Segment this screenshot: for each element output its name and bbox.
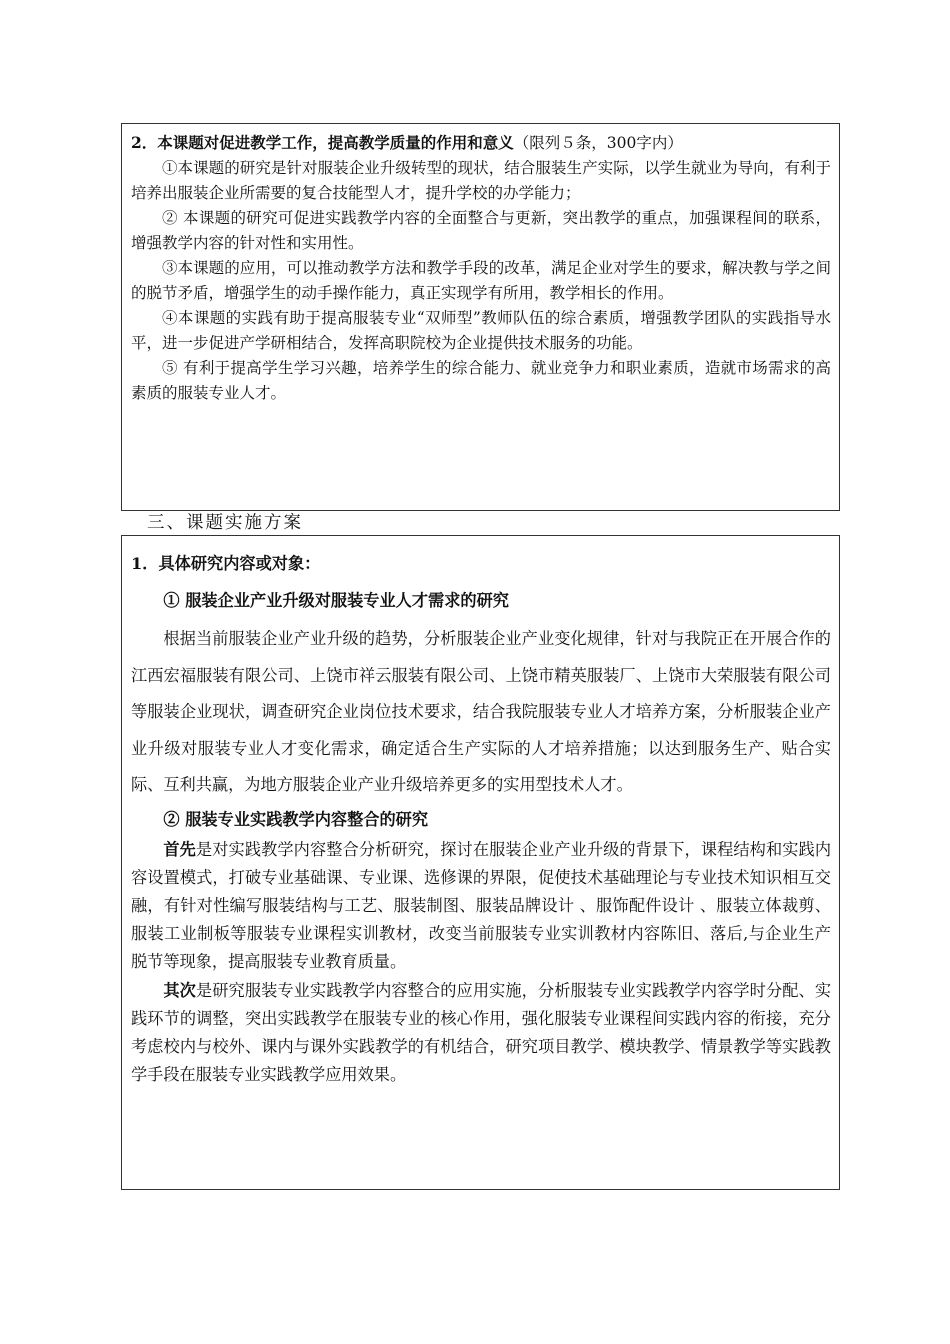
item1-text: 根据当前服装企业产业升级的趋势，分析服装企业产业变化规律，针对与我院正在开展合作的江西宏福服装有限公司、上饶市祥云服装有限公司、上饶市精英服装厂、上饶市大荣服装有限公司等服装企业现状，调查研究企业岗位技术要求，结合我院服装专业人才培养方案，分析服装企业产业升级对服装专业人才变化需求，确定适合生产实际的人才培养措施；以达到服务生产、贴合实际、互利共赢，为地方服装企业产业升级培养更多的实用型技术人才。: [131, 629, 831, 794]
section2-item-3: ③本课题的应用，可以推动教学方法和教学手段的改革，满足企业对学生的要求，解决教与学之间的脱节矛盾，增强学生的动手操作能力，真正实现学有所用，教学相长的作用。: [131, 259, 831, 302]
section3-heading: 三、课题实施方案: [147, 513, 303, 533]
item1-title: ① 服装企业产业升级对服装专业人才需求的研究: [163, 590, 509, 610]
item2-first-paragraph: [131, 836, 831, 977]
section2-title-bold: 2．本课题对促进教学工作，提高教学质量的作用和意义: [131, 133, 514, 152]
section2-title: [131, 130, 831, 156]
item2-second-text: 是研究服装专业实践教学内容整合的应用实施，分析服装专业实践教学内容学时分配、实践环节的调整，突出实践教学在服装专业的核心作用，强化服装专业课程间实践内容的衔接，充分考虑校内与校外、课内与课外实践教学的有机结合，研究项目教学、模块教学、情景教学等实践教学手段在服装专业实践教学应用效果。: [131, 980, 832, 1085]
item2-second-label: 其次: [163, 980, 196, 1000]
section2-title-note: （限列５条，300字内）: [513, 134, 683, 152]
section2-item-1: ①本课题的研究是针对服装企业升级转型的现状，结合服装生产实际，以学生就业为导向，有利于培养出服装企业所需要的复合技能型人才，提升学校的办学能力；: [131, 159, 831, 202]
item2-first-text: 是对实践教学内容整合分析研究，探讨在服装企业产业升级的背景下，课程结构和实践内容设置模式，打破专业基础课、专业课、选修课的界限，促使技术基础理论与专业技术知识相互交融，有针对性编写服装结构与工艺、服装制图、服装品牌设计 、服饰配件设计 、服装立体裁剪、服装工业制板等服装专业课程实训教材，改变当前服装专业实训教材内容陈旧、落后,与企业生产脱节等现象，提高服装专业教育质量。: [131, 839, 832, 972]
item2-first-label: 首先: [163, 839, 196, 859]
section3-subtitle: 1．具体研究内容或对象：: [131, 554, 321, 573]
section2-item-5: ⑤ 有利于提高学生学习兴趣，培养学生的综合能力、就业竞争力和职业素质，造就市场需求的高素质的服装专业人才。: [131, 359, 831, 402]
section2-box: [121, 123, 840, 511]
section3-box: [121, 535, 840, 1190]
item2-title: ② 服装专业实践教学内容整合的研究: [163, 809, 429, 829]
section2-item-2: ② 本课题的研究可促进实践教学内容的全面整合与更新，突出教学的重点，加强课程间的联系，增强教学内容的针对性和实用性。: [131, 209, 831, 252]
section2-item-4: ④本课题的实践有助于提高服装专业“双师型”教师队伍的综合素质，增强教学团队的实践指导水平，进一步促进产学研相结合，发挥高职院校为企业提供技术服务的功能。: [131, 309, 831, 352]
item2-second-paragraph: [131, 977, 831, 1090]
